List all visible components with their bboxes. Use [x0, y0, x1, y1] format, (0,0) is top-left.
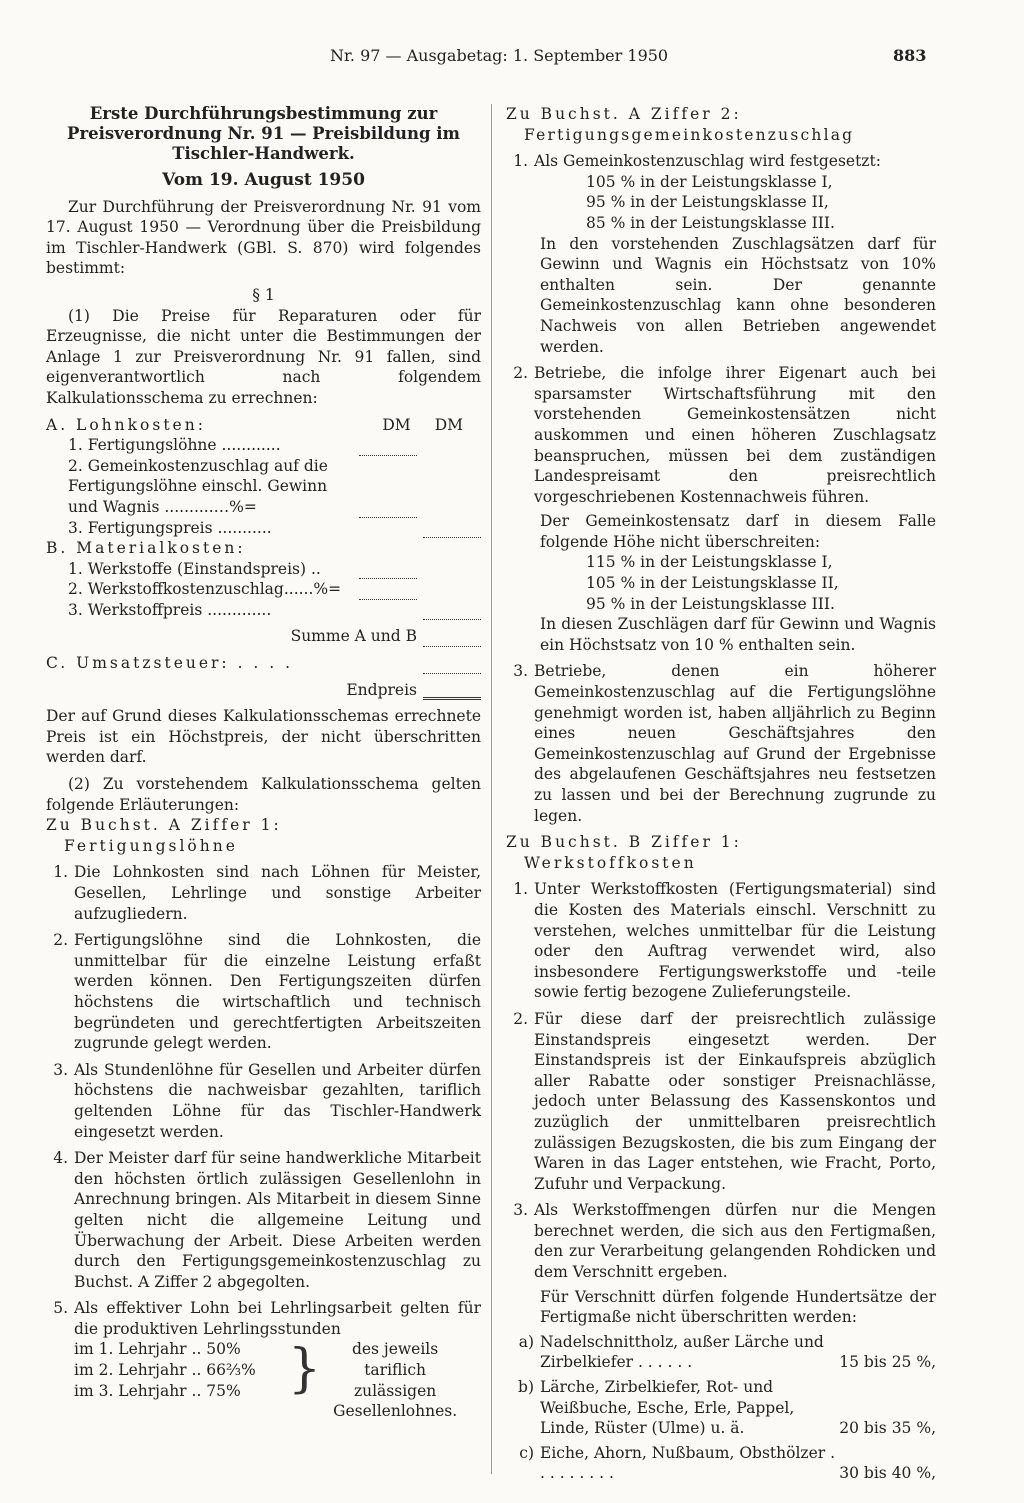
scheme-b3: 3. Werkstoffpreis .............: [46, 600, 481, 621]
paragraph: Für Verschnitt dürfen folgende Hundertsätze der Fertigmaße nicht überschritten werden:: [540, 1287, 936, 1327]
paragraph: In diesen Zuschlägen darf für Gewinn und Wagnis ein Höchstsatz von 10 % enthalten sein.: [540, 615, 936, 654]
rate-line: 105 % in der Leistungsklasse II,: [586, 574, 839, 593]
rate-line: 95 % in der Leistungsklasse II,: [586, 193, 829, 212]
apprentice-year-2: im 2. Lehrjahr .. 66⅔%: [74, 1361, 256, 1380]
wood-item: b) Lärche, Zirbelkiefer, Rot- und Weißbuche, Esche, Erle, Pappel, Linde, Rüster (Ulme) u. ä. 20 bis 35 %,: [518, 1378, 936, 1438]
wood-item: a) Nadelschnittholz, außer Lärche und Zirbelkiefer . . . . . . 15 bis 25 %,: [518, 1332, 936, 1372]
document-title: Erste Durchführungsbestimmung zur Preisverordnung Nr. 91 — Preisbildung im Tischler-Handwerk.: [67, 104, 460, 163]
dm-column-2: DM: [434, 415, 463, 434]
scheme-a3: 3. Fertigungspreis ...........: [46, 518, 481, 539]
section-heading: § 1: [252, 285, 275, 304]
apprentice-table: [74, 1339, 481, 1421]
intro-paragraph: Zur Durchführung der Preisverordnung Nr. 91 vom 17. August 1950 — Verordnung über die Preisbildung im Tischler-Handwerk (GBl. S. 870) wird folgendes bestimmt:: [46, 197, 481, 278]
list-item: 3. Als Stundenlöhne für Gesellen und Arbeiter dürfen höchstens die nachweisbar gezahlten, tariflich geltenden Löhne für das Tischler-Handwerk eingesetzt werden.: [53, 1060, 481, 1141]
list-item: 2. Für diese darf der preisrechtlich zulässige Einstandspreis eingesetzt werden. Der Einstandspreis ist der Einkaufspreis abzüglich aller Rabatte oder sonstiger Preisnachlässe, jedoch unter Belassung des Kassenskontos und zuzüglich der unmittelbaren preisrechtlich zulässigen Bezugskosten, die bis zum Eingang der Waren in das Lager entstehen, wie Fracht, Porto, Zufuhr und Verpackung.: [513, 1009, 936, 1193]
column-divider: [491, 104, 492, 1474]
scheme-endpreis: Endpreis: [46, 680, 481, 701]
list-item: 1. Als Gemeinkostenzuschlag wird festgesetzt:: [513, 152, 881, 171]
list-item: 1. Unter Werkstoffkosten (Fertigungsmaterial) sind die Kosten des Materials einschl. Verschnitt zu verstehen, welches unmittelbar für die Leistung oder den Auftrag verwendet wird, also insbesondere Fertigungswerkstoffe und -teile sowie fertig bezogene Zulieferungsteile.: [513, 880, 936, 1002]
zb-heading: Zu Buchst. B Ziffer 1:: [506, 833, 742, 852]
rate-line: 85 % in der Leistungsklasse III.: [586, 213, 835, 232]
scheme-b-heading: B. Materialkosten:: [46, 539, 246, 558]
z1-subheading: Fertigungslöhne: [64, 836, 238, 855]
apprentice-year-1: im 1. Lehrjahr .. 50%: [74, 1340, 241, 1359]
paragraph: Der Gemeinkostensatz darf in diesem Falle folgende Höhe nicht überschreiten:: [540, 512, 936, 551]
list-item: 2. Fertigungslöhne sind die Lohnkosten, die unmittelbar für die einzelne Leistung erfaßt werden können. Den Fertigungszeiten dürfen höchstens die wirtschaftlich und technisch begründeten und gerechtfertigten Arbeitszeiten zugrunde gelegt werden.: [53, 931, 481, 1053]
scheme-a2: 2. Gemeinkostenzuschlag auf die Fertigungslöhne einschl. Gewinn und Wagnis ..........…%=: [46, 456, 481, 518]
paragraph: In den vorstehenden Zuschlagsätzen darf für Gewinn und Wagnis ein Höchstsatz von 10% enthalten sein. Der genannte Gemeinkostenzuschlag kann ohne besonderen Nachweis von allen Betrieben angewendet werden.: [540, 234, 936, 356]
list-item: 3. Betriebe, denen ein höherer Gemeinkostenzuschlag auf die Fertigungslöhne genehmigt worden ist, haben alljährlich zu Beginn eines neuen Geschäftsjahres den Gemeinkostenzuschlag auf Grund der Ergebnisse des abgelaufenen Geschäftsjahres neu festsetzen zu lassen und bei der Berechnung zugrunde zu legen.: [513, 662, 936, 825]
rate-line: 115 % in der Leistungsklasse I,: [586, 553, 833, 572]
z2-subheading: Fertigungsgemeinkostenzuschlag: [524, 125, 855, 144]
zb-subheading: Werkstoffkosten: [524, 853, 697, 872]
rate-line: 95 % in der Leistungsklasse III.: [586, 594, 835, 613]
left-column: [46, 104, 481, 1422]
list-item: 2. Betriebe, die infolge ihrer Eigenart auch bei sparsamster Wirtschaftsführung mit den vorstehenden Gemeinkostensätzen nicht auskommen und einen höheren Zuschlagsatz beanspruchen, müssen bei dem zuständigen Landespreisamt den preisrechtlich vorgeschriebenen Kostennachweis führen.: [513, 364, 936, 506]
z1-heading: Zu Buchst. A Ziffer 1:: [46, 816, 282, 835]
scheme-a-heading: A. Lohnkosten: DM DM: [46, 415, 463, 434]
page-header: [0, 46, 1024, 72]
z2-heading: Zu Buchst. A Ziffer 2:: [506, 105, 742, 123]
scheme-c-heading: C. Umsatzsteuer: . . . .: [46, 653, 481, 674]
scheme-b2: 2. Werkstoffkostenzuschlag......%=: [46, 579, 481, 600]
apprentice-note: des jeweils tariflich zulässigen Gesellenlohnes.: [333, 1340, 458, 1421]
brace: }: [288, 1339, 322, 1400]
scheme-a1: 1. Fertigungslöhne ............: [46, 435, 481, 456]
paragraph-2: (2) Zu vorstehendem Kalkulationsschema gelten folgende Erläuterungen:: [46, 775, 481, 814]
paragraph-1: (1) Die Preise für Reparaturen oder für Erzeugnisse, die nicht unter die Bestimmungen der Anlage 1 zur Preisverordnung Nr. 91 fallen, sind eigenverantwortlich nach folgendem Kalkulationsschema zu errechnen:: [46, 306, 481, 407]
right-column: [506, 104, 936, 1484]
list-item: 4. Der Meister darf für seine handwerkliche Mitarbeit den höchsten örtlich zulässigen Gesellenlohn in Anrechnung bringen. Als Mitarbeit in diesem Sinne gelten nicht die allgemeine Leitung und Überwachung der Arbeit. Diese Arbeiten werden durch den Fertigungsgemeinkostenzuschlag zu Buchst. A Ziffer 2 abgegolten.: [53, 1149, 481, 1291]
document-date: Vom 19. August 1950: [162, 170, 365, 190]
apprentice-year-3: im 3. Lehrjahr .. 75%: [74, 1381, 241, 1400]
list-item: 1. Die Lohnkosten sind nach Löhnen für Meister, Gesellen, Lehrlinge und sonstige Arbeiter aufzugliedern.: [53, 863, 481, 923]
rate-line: 105 % in der Leistungsklasse I,: [586, 172, 833, 191]
issue-line: Nr. 97 — Ausgabetag: 1. September 1950: [330, 46, 669, 65]
page-number: 883: [893, 46, 927, 65]
wood-item: c) Eiche, Ahorn, Nußbaum, Obsthölzer . . . . . . . . . 30 bis 40 %,: [519, 1443, 936, 1483]
scheme-sum: Summe A und B: [46, 626, 481, 647]
dm-column-1: DM: [382, 415, 411, 434]
scheme-b1: 1. Werkstoffe (Einstandspreis) ..: [46, 559, 481, 580]
scheme-note: Der auf Grund dieses Kalkulationsschemas errechnete Preis ist ein Höchstpreis, der nicht überschritten werden darf.: [46, 707, 481, 767]
list-item: 5. Als effektiver Lohn bei Lehrlingsarbeit gelten für die produktiven Lehrlingsstunden: [53, 1299, 481, 1338]
list-item: 3. Als Werkstoffmengen dürfen nur die Mengen berechnet werden, die sich aus den Fertigmaßen, den zur Verarbeitung gelangenden Rohdicken und dem Verschnitt ergeben.: [513, 1201, 936, 1282]
